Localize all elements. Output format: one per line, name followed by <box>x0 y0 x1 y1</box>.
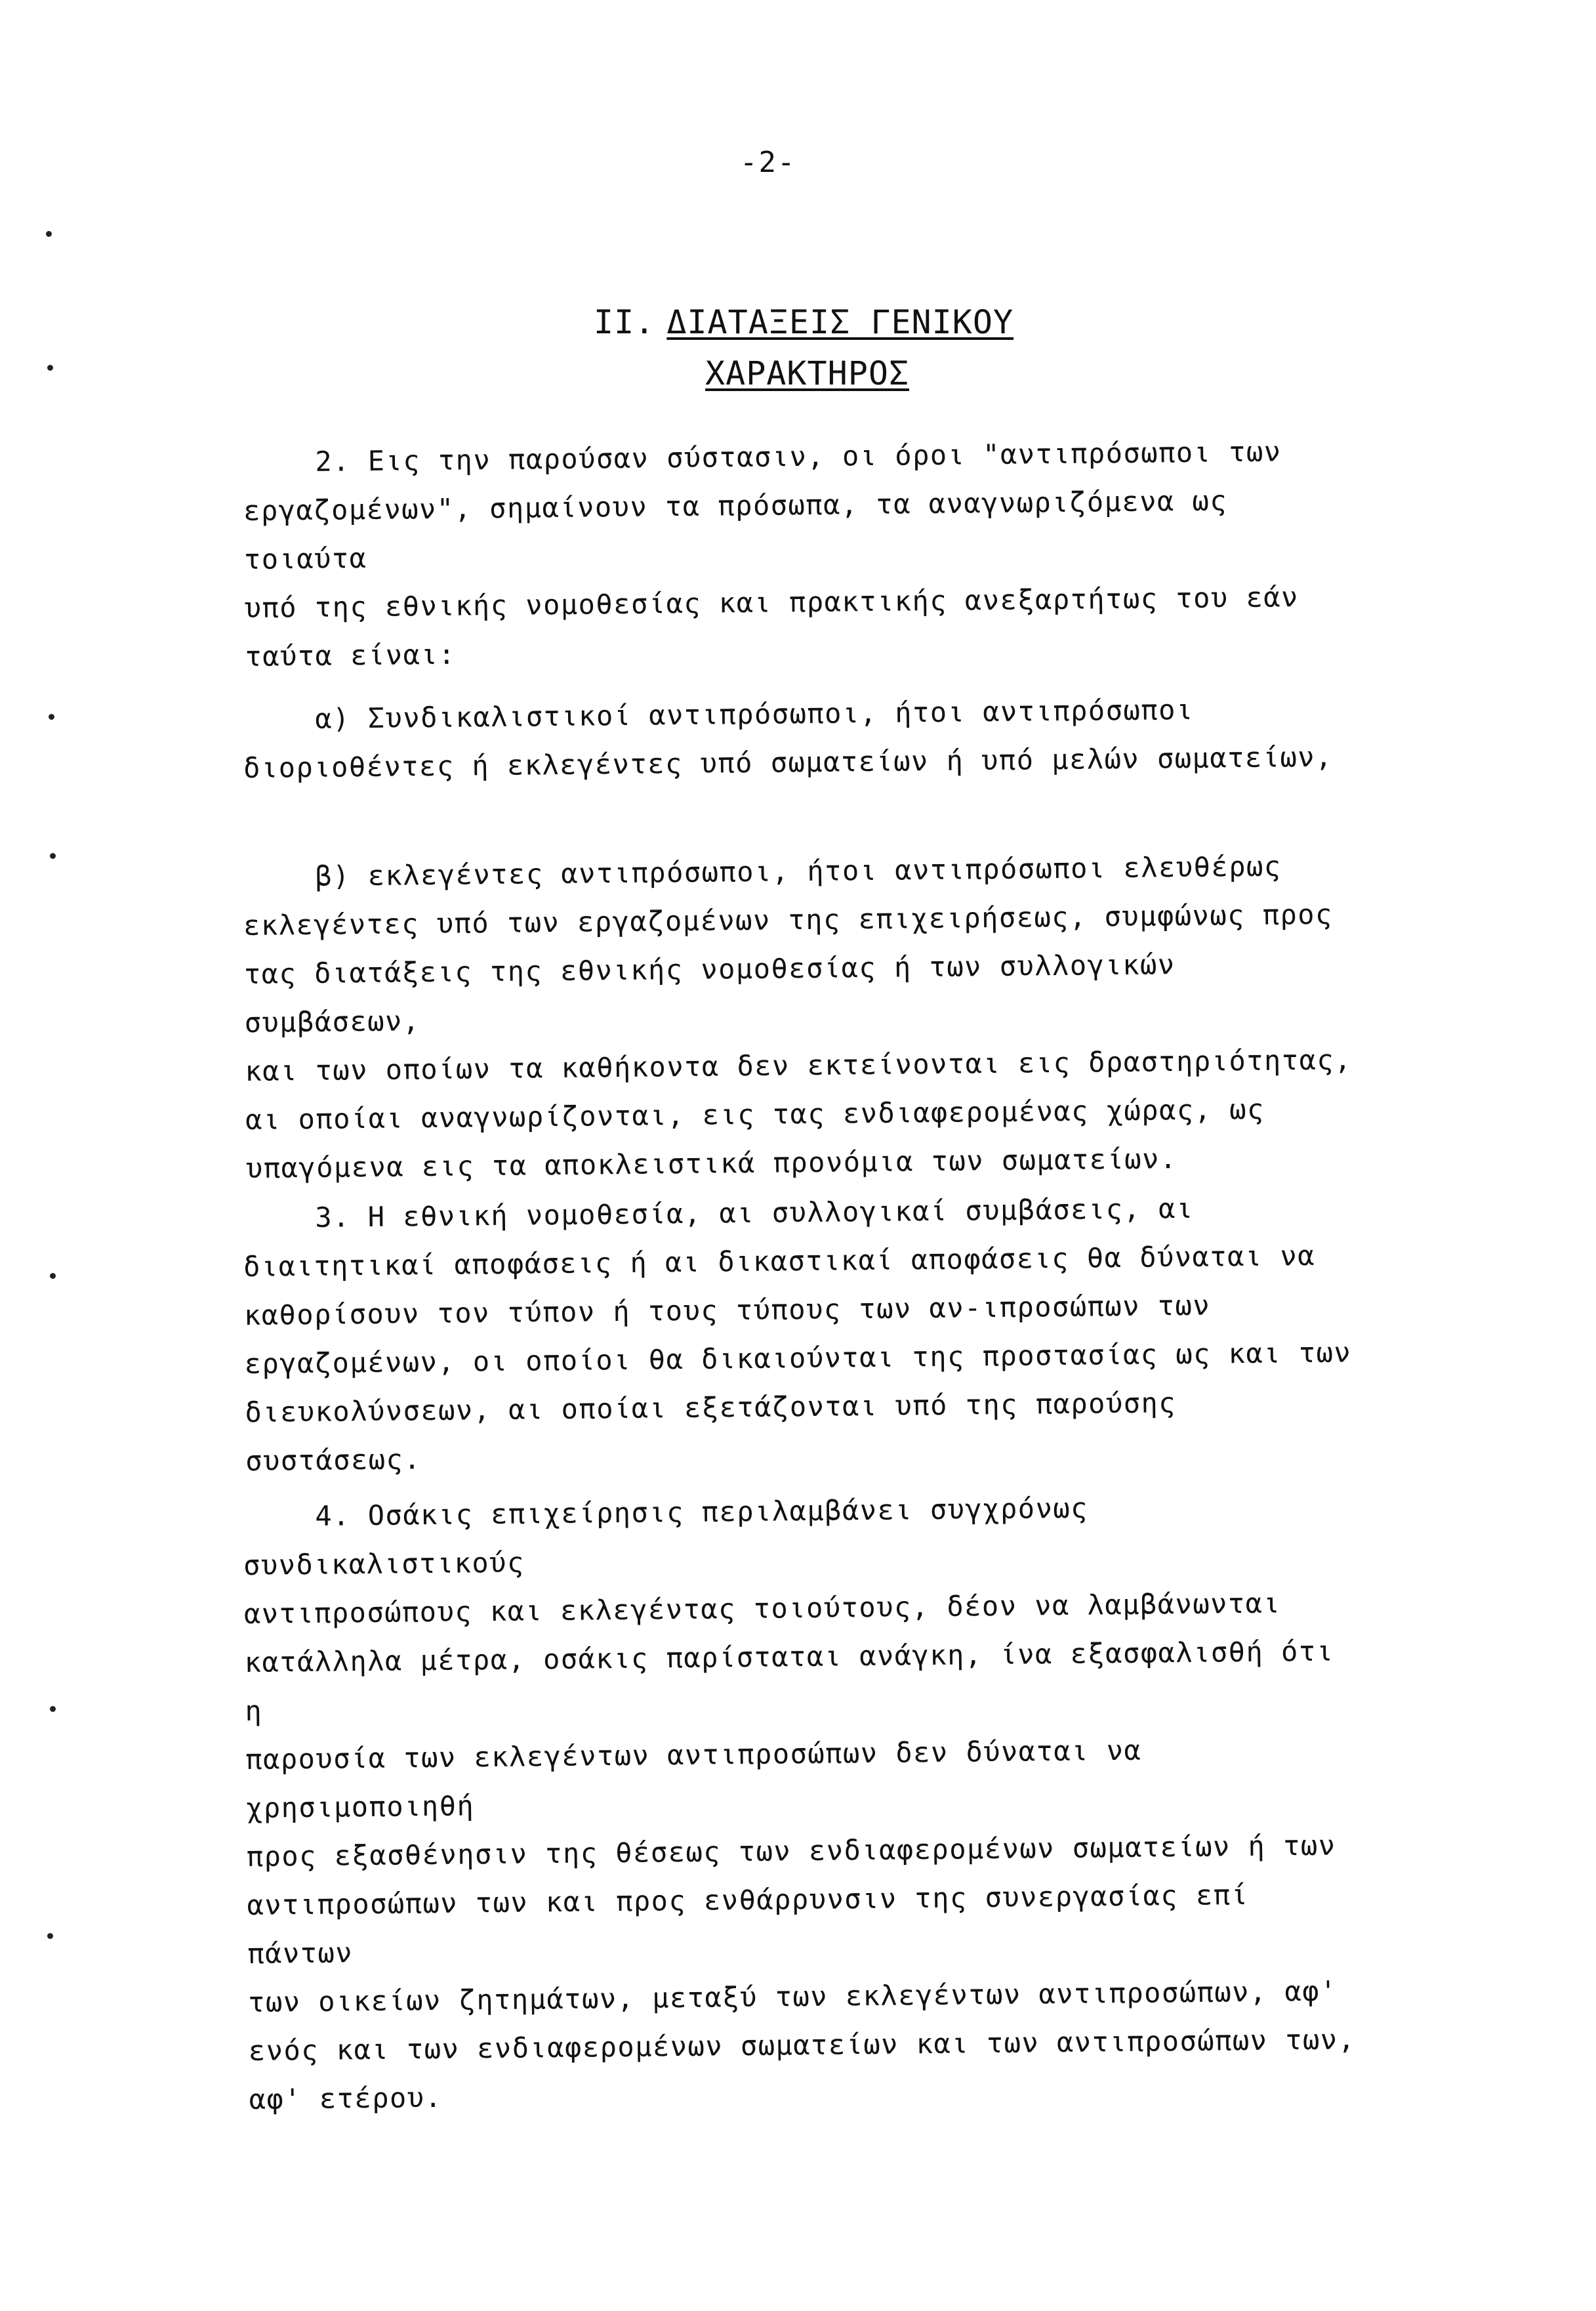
paragraph-first-line: β) εκλεγέντες αντιπρόσωποι, ήτοι αντιπρόσωποι ελευθέρως <box>315 850 1282 892</box>
paragraph-first-line: 2. Εις την παρούσαν σύστασιν, οι όροι "αντιπρόσωποι των <box>315 435 1282 478</box>
paragraph-first-line: 4. Οσάκις επιχείρησις περιλαμβάνει συγχρόνως συνδικαλιστικούς <box>243 1491 1089 1581</box>
page-number: -2- <box>740 146 796 179</box>
paragraph-a <box>243 684 1359 793</box>
section-heading <box>594 297 1013 399</box>
paragraph-3 <box>243 1182 1361 1486</box>
section-title-line1: ΔΙΑΤΑΞΕΙΣ ΓΕΝΙΚΟΥ <box>666 303 1014 341</box>
section-title-line2: ΧΑΡΑΚΤΗΡΟΣ <box>705 354 910 392</box>
paragraph-body: εργαζομένων", σημαίνουν τα πρόσωπα, τα αναγνωριζόμενα ως τοιαύτα υπό της εθνικής νομοθεσίας και πρακτικής ανεξαρτήτως του εάν ταύτα είναι: <box>243 484 1299 673</box>
scan-speck <box>47 1933 53 1939</box>
paragraph-body: διαιτητικαί αποφάσεις ή αι δικαστικαί αποφάσεις θα δύναται να καθορίσουν τον τύπον ή τους τύπους των αν-ιπροσώπων των εργαζομένων, οι οποίοι θα δικαιούνται της προστασίας ως και των διευκολύνσεων, αι οποίαι εξετάζονται υπό της παρούσης συστάσεως. <box>243 1239 1352 1477</box>
paragraph-body: αντιπροσώπους και εκλεγέντας τοιούτους, δέον να λαμβάνωνται κατάλληλα μέτρα, οσάκις παρίσταται ανάγκη, ίνα εξασφαλισθή ότι η παρουσία των εκλεγέντων αντιπροσώπων δεν δύναται να χρησιμοποιηθή προς εξασθένησιν της θέσεως των ενδιαφερομένων σωματείων ή των αντιπροσώπων των και προς ενθάρρυνσιν της συνεργασίας επί πάντων των οικείων ζητημάτων, μεταξύ των εκλεγέντων αντιπροσώπων, αφ' ενός και των ενδιαφερομένων σωματείων και των αντιπροσώπων των, αφ' ετέρου. <box>243 1587 1356 2115</box>
scan-speck <box>49 714 54 720</box>
scan-speck <box>50 1706 56 1712</box>
scan-speck <box>50 1273 56 1279</box>
paragraph-2 <box>243 427 1361 681</box>
paragraph-first-line: 3. Η εθνική νομοθεσία, αι συλλογικαί συμβάσεις, αι <box>315 1192 1194 1234</box>
scan-speck <box>47 365 53 371</box>
scan-speck <box>46 231 52 237</box>
scan-speck <box>50 853 56 859</box>
paragraph-body: διοριοθέντες ή εκλεγέντες υπό σωματείων ή υπό μελών σωματείων, <box>243 740 1334 784</box>
paragraph-body: εκλεγέντες υπό των εργαζομένων της επιχειρήσεως, συμφώνως προς τας διατάξεις της εθνικής νομοθεσίας ή των συλλογικών συμβάσεων, και των οποίων τα καθήκοντα δεν εκτείνονται εις δραστηριότητας, αι οποίαι αναγνωρίζονται, εις τας ενδιαφερομένας χώρας, ως υπαγόμενα εις τα αποκλειστικά προνόμια των σωματείων. <box>243 898 1353 1184</box>
paragraph-first-line: α) Συνδικαλιστικοί αντιπρόσωποι, ήτοι αντιπρόσωποι <box>315 693 1194 735</box>
paragraph-4 <box>243 1481 1364 2124</box>
paragraph-b <box>243 841 1361 1193</box>
section-numeral: II. <box>594 303 655 341</box>
